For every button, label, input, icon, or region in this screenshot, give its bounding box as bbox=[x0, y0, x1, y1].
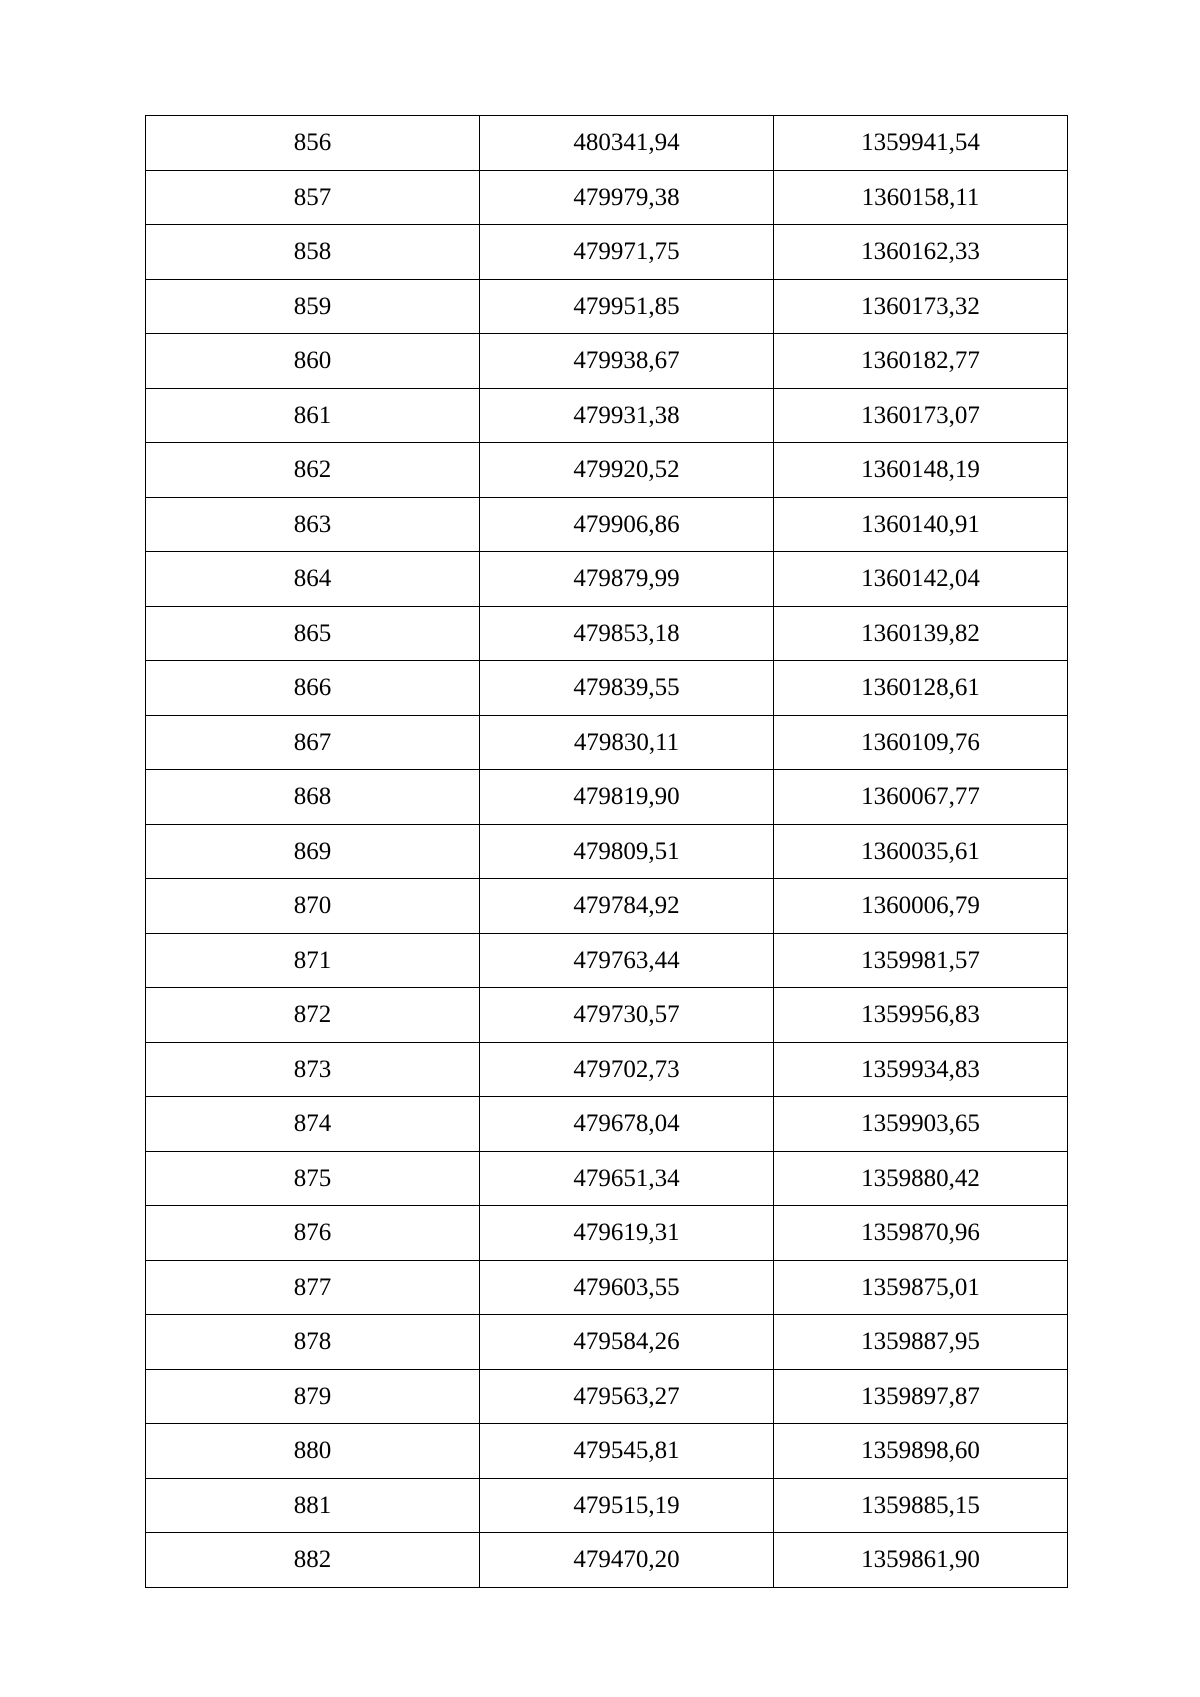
point-number-cell: 879 bbox=[146, 1369, 480, 1424]
table-row bbox=[146, 988, 1068, 1043]
coordinates-table-body bbox=[146, 116, 1068, 1588]
y-coordinate-cell: 1359897,87 bbox=[774, 1369, 1068, 1424]
point-number-cell: 858 bbox=[146, 225, 480, 280]
x-coordinate-cell: 479809,51 bbox=[480, 824, 774, 879]
y-coordinate-cell: 1360140,91 bbox=[774, 497, 1068, 552]
point-number-cell: 870 bbox=[146, 879, 480, 934]
y-coordinate-cell: 1359861,90 bbox=[774, 1533, 1068, 1588]
table-row bbox=[146, 225, 1068, 280]
point-number-cell: 874 bbox=[146, 1097, 480, 1152]
point-number-cell: 867 bbox=[146, 715, 480, 770]
table-row bbox=[146, 170, 1068, 225]
y-coordinate-cell: 1359880,42 bbox=[774, 1151, 1068, 1206]
table-row bbox=[146, 1369, 1068, 1424]
y-coordinate-cell: 1359870,96 bbox=[774, 1206, 1068, 1261]
point-number-cell: 860 bbox=[146, 334, 480, 389]
point-number-cell: 878 bbox=[146, 1315, 480, 1370]
table-row bbox=[146, 1151, 1068, 1206]
x-coordinate-cell: 479819,90 bbox=[480, 770, 774, 825]
y-coordinate-cell: 1359956,83 bbox=[774, 988, 1068, 1043]
x-coordinate-cell: 479763,44 bbox=[480, 933, 774, 988]
x-coordinate-cell: 479971,75 bbox=[480, 225, 774, 280]
x-coordinate-cell: 479906,86 bbox=[480, 497, 774, 552]
table-row bbox=[146, 1097, 1068, 1152]
y-coordinate-cell: 1360035,61 bbox=[774, 824, 1068, 879]
x-coordinate-cell: 479563,27 bbox=[480, 1369, 774, 1424]
table-row bbox=[146, 824, 1068, 879]
y-coordinate-cell: 1360067,77 bbox=[774, 770, 1068, 825]
x-coordinate-cell: 479931,38 bbox=[480, 388, 774, 443]
point-number-cell: 875 bbox=[146, 1151, 480, 1206]
table-row bbox=[146, 1478, 1068, 1533]
table-row bbox=[146, 443, 1068, 498]
x-coordinate-cell: 479951,85 bbox=[480, 279, 774, 334]
x-coordinate-cell: 479619,31 bbox=[480, 1206, 774, 1261]
y-coordinate-cell: 1359941,54 bbox=[774, 116, 1068, 171]
table-row bbox=[146, 606, 1068, 661]
point-number-cell: 859 bbox=[146, 279, 480, 334]
point-number-cell: 861 bbox=[146, 388, 480, 443]
table-row bbox=[146, 1042, 1068, 1097]
y-coordinate-cell: 1359903,65 bbox=[774, 1097, 1068, 1152]
y-coordinate-cell: 1360162,33 bbox=[774, 225, 1068, 280]
x-coordinate-cell: 479839,55 bbox=[480, 661, 774, 716]
table-row bbox=[146, 1206, 1068, 1261]
x-coordinate-cell: 479603,55 bbox=[480, 1260, 774, 1315]
y-coordinate-cell: 1360142,04 bbox=[774, 552, 1068, 607]
x-coordinate-cell: 479830,11 bbox=[480, 715, 774, 770]
table-row bbox=[146, 1533, 1068, 1588]
point-number-cell: 873 bbox=[146, 1042, 480, 1097]
point-number-cell: 856 bbox=[146, 116, 480, 171]
point-number-cell: 865 bbox=[146, 606, 480, 661]
table-row bbox=[146, 1424, 1068, 1479]
x-coordinate-cell: 479584,26 bbox=[480, 1315, 774, 1370]
y-coordinate-cell: 1360128,61 bbox=[774, 661, 1068, 716]
y-coordinate-cell: 1359981,57 bbox=[774, 933, 1068, 988]
y-coordinate-cell: 1359898,60 bbox=[774, 1424, 1068, 1479]
x-coordinate-cell: 480341,94 bbox=[480, 116, 774, 171]
point-number-cell: 863 bbox=[146, 497, 480, 552]
table-row bbox=[146, 933, 1068, 988]
point-number-cell: 864 bbox=[146, 552, 480, 607]
y-coordinate-cell: 1360182,77 bbox=[774, 334, 1068, 389]
y-coordinate-cell: 1359934,83 bbox=[774, 1042, 1068, 1097]
y-coordinate-cell: 1360173,07 bbox=[774, 388, 1068, 443]
point-number-cell: 871 bbox=[146, 933, 480, 988]
table-row bbox=[146, 1260, 1068, 1315]
point-number-cell: 869 bbox=[146, 824, 480, 879]
point-number-cell: 881 bbox=[146, 1478, 480, 1533]
x-coordinate-cell: 479678,04 bbox=[480, 1097, 774, 1152]
y-coordinate-cell: 1360006,79 bbox=[774, 879, 1068, 934]
table-row bbox=[146, 770, 1068, 825]
y-coordinate-cell: 1360109,76 bbox=[774, 715, 1068, 770]
y-coordinate-cell: 1360139,82 bbox=[774, 606, 1068, 661]
table-row bbox=[146, 1315, 1068, 1370]
x-coordinate-cell: 479730,57 bbox=[480, 988, 774, 1043]
y-coordinate-cell: 1360148,19 bbox=[774, 443, 1068, 498]
x-coordinate-cell: 479920,52 bbox=[480, 443, 774, 498]
point-number-cell: 880 bbox=[146, 1424, 480, 1479]
table-row bbox=[146, 334, 1068, 389]
table-row bbox=[146, 388, 1068, 443]
x-coordinate-cell: 479853,18 bbox=[480, 606, 774, 661]
coordinates-table bbox=[145, 115, 1068, 1588]
table-row bbox=[146, 497, 1068, 552]
y-coordinate-cell: 1359887,95 bbox=[774, 1315, 1068, 1370]
x-coordinate-cell: 479938,67 bbox=[480, 334, 774, 389]
table-row bbox=[146, 661, 1068, 716]
table-row bbox=[146, 552, 1068, 607]
x-coordinate-cell: 479784,92 bbox=[480, 879, 774, 934]
y-coordinate-cell: 1359885,15 bbox=[774, 1478, 1068, 1533]
point-number-cell: 862 bbox=[146, 443, 480, 498]
y-coordinate-cell: 1360158,11 bbox=[774, 170, 1068, 225]
table-row bbox=[146, 715, 1068, 770]
table-row bbox=[146, 116, 1068, 171]
y-coordinate-cell: 1360173,32 bbox=[774, 279, 1068, 334]
x-coordinate-cell: 479545,81 bbox=[480, 1424, 774, 1479]
x-coordinate-cell: 479702,73 bbox=[480, 1042, 774, 1097]
point-number-cell: 857 bbox=[146, 170, 480, 225]
x-coordinate-cell: 479470,20 bbox=[480, 1533, 774, 1588]
point-number-cell: 868 bbox=[146, 770, 480, 825]
table-row bbox=[146, 879, 1068, 934]
x-coordinate-cell: 479879,99 bbox=[480, 552, 774, 607]
x-coordinate-cell: 479979,38 bbox=[480, 170, 774, 225]
point-number-cell: 866 bbox=[146, 661, 480, 716]
x-coordinate-cell: 479515,19 bbox=[480, 1478, 774, 1533]
point-number-cell: 872 bbox=[146, 988, 480, 1043]
point-number-cell: 876 bbox=[146, 1206, 480, 1261]
x-coordinate-cell: 479651,34 bbox=[480, 1151, 774, 1206]
table-row bbox=[146, 279, 1068, 334]
point-number-cell: 882 bbox=[146, 1533, 480, 1588]
y-coordinate-cell: 1359875,01 bbox=[774, 1260, 1068, 1315]
point-number-cell: 877 bbox=[146, 1260, 480, 1315]
